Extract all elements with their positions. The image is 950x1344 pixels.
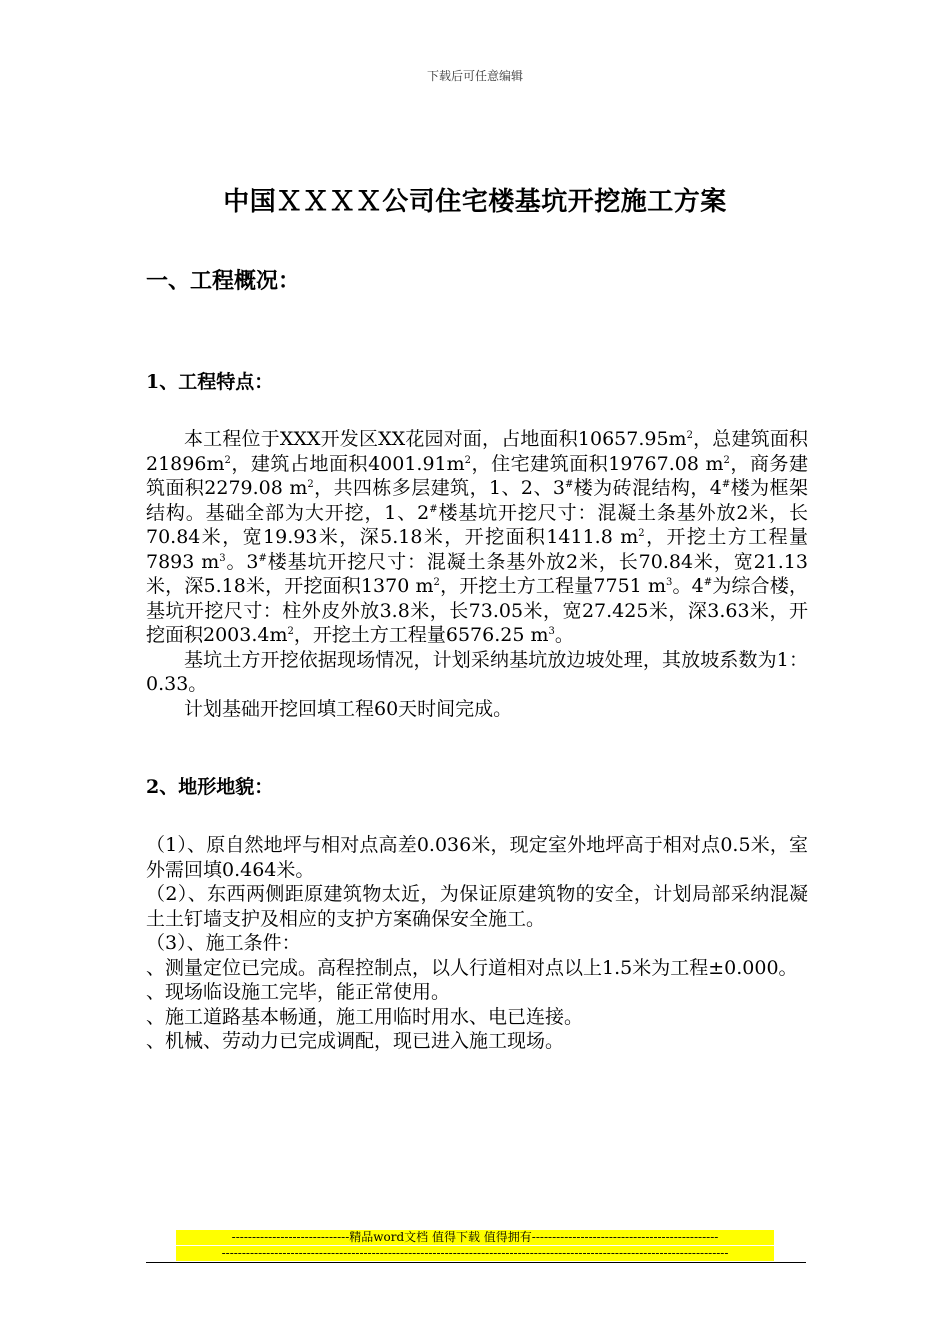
features-paragraph-3: 计划基础开挖回填工程60天时间完成。 xyxy=(184,697,513,720)
subsection-heading-features: 1、工程特点： xyxy=(146,371,274,393)
superscript: 3 xyxy=(219,552,226,564)
superscript: 2 xyxy=(638,528,645,539)
text-run: 。 xyxy=(554,624,574,646)
section-heading-overview: 一、工程概况： xyxy=(146,268,301,294)
superscript: 2 xyxy=(224,454,231,466)
superscript: 2 xyxy=(464,454,472,466)
text-run: ，开挖土方工程量7751 m xyxy=(439,575,666,597)
text-run: ，开挖土方工程量6576.25 m xyxy=(293,624,549,646)
condition-item-3: 、施工道路基本畅通，施工用临时用水、电已连接。 xyxy=(146,1005,584,1028)
superscript: # xyxy=(258,552,267,564)
condition-item-1: 、测量定位已完成。高程控制点，以人行道相对点以上1.5米为工程±0.000。 xyxy=(146,956,798,979)
text-run: 楼为框架结构。基础全部为大开挖，1、2 xyxy=(146,477,808,524)
superscript: 3 xyxy=(548,626,555,637)
superscript: # xyxy=(564,479,574,490)
superscript: 2 xyxy=(686,430,693,441)
text-run: 。3 xyxy=(225,550,259,573)
text-run: ，商务建筑面积2279.08 m xyxy=(146,452,808,499)
superscript: 2 xyxy=(723,454,730,466)
superscript: # xyxy=(721,479,731,490)
terrain-body xyxy=(146,833,808,1054)
text-run: ，总建筑面积21896m xyxy=(146,428,808,475)
features-body xyxy=(146,427,808,721)
terrain-item-2: （2）、东西两侧距原建筑物太近，为保证原建筑物的安全，计划局部采纳混凝土土钉墙支护及相应的支护方案确保安全施工。 xyxy=(146,883,808,930)
text-run: 本工程位于XXX开发区XX花园对面，占地面积10657.95m xyxy=(184,428,687,450)
superscript: 3 xyxy=(665,577,673,588)
text-run: ，建筑占地面积4001.91m xyxy=(230,452,465,475)
condition-item-4: 、机械、劳动力已完成调配，现已进入施工现场。 xyxy=(146,1030,565,1052)
text-run: ，共四栋多层建筑，1、2、3 xyxy=(313,477,565,499)
text-run: 楼为砖混结构，4 xyxy=(573,477,722,499)
condition-item-2: 、现场临设施工完毕，能正常使用。 xyxy=(146,981,451,1003)
features-paragraph-1 xyxy=(146,427,808,648)
superscript: 2 xyxy=(287,626,294,637)
superscript: 2 xyxy=(307,479,314,490)
text-run: 为综合楼，基坑开挖尺寸：柱外皮外放3.8米，长73.05米，宽27.425米，深3.63米，开挖面积2003.4m xyxy=(146,575,808,646)
footer-rule xyxy=(146,1262,806,1263)
terrain-item-1: （1）、原自然地坪与相对点高差0.036米，现定室外地坪高于相对点0.5米，室外需回填0.464米。 xyxy=(146,834,808,881)
superscript: 2 xyxy=(433,577,440,588)
text-run: ，住宅建筑面积19767.08 m xyxy=(471,452,724,475)
terrain-item-3: （3）、施工条件： xyxy=(146,932,301,954)
superscript: # xyxy=(429,503,438,515)
footer-banner-line-2: ----------------------------------------------------------------------------------------------------------------------------- xyxy=(176,1246,774,1261)
document-title: 中国ＸＸＸＸ公司住宅楼基坑开挖施工方案 xyxy=(223,187,727,217)
footer-banner-line-1: -----------------------------精品word文档 值得下载 值得拥有---------------------------------------------- xyxy=(176,1230,774,1245)
features-paragraph-2: 基坑土方开挖依据现场情况，计划采纳基坑放边坡处理，其放坡系数为1：0.33。 xyxy=(146,648,808,695)
text-run: 楼基坑开挖尺寸：混凝土条基外放2米，长70.84米，宽21.13米，深5.18米，开挖面积1370 m xyxy=(146,550,808,597)
text-run: ，开挖土方工程量7893 m xyxy=(146,526,808,573)
header-note: 下载后可任意编辑 xyxy=(426,69,523,83)
subsection-heading-terrain: 2、地形地貌： xyxy=(146,776,274,798)
text-run: 楼基坑开挖尺寸：混凝土条基外放2米，长70.84米，宽19.93米，深5.18米，开挖面积1411.8 m xyxy=(146,501,808,548)
superscript: # xyxy=(703,577,713,588)
text-run: 。4 xyxy=(672,575,704,597)
